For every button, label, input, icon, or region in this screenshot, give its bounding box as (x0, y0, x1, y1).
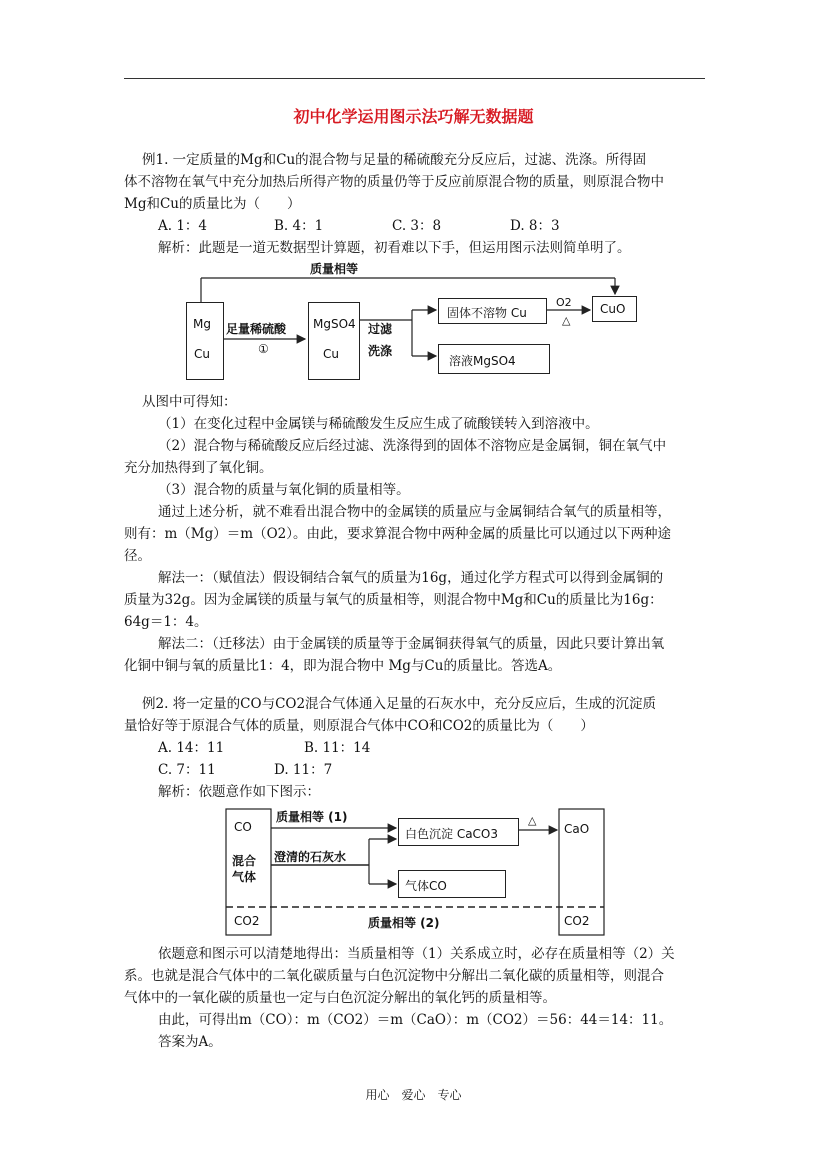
body-3: （2）混合物与稀硫酸反应后经过滤、洗涤得到的固体不溶物应是金属铜，铜在氧气中 (158, 438, 667, 454)
ex1-line-1: 例1. 一定质量的Mg和Cu的混合物与足量的稀硫酸充分反应后，过滤、洗涤。所得固 (142, 152, 647, 168)
body-8: 径。 (124, 548, 151, 564)
co2-right-label: CO2 (564, 914, 590, 928)
body-6: 通过上述分析，就不难看出混合物中的金属镁的质量应与金属铜结合氧气的质量相等， (158, 504, 671, 520)
body-5: （3）混合物的质量与氧化铜的质量相等。 (158, 482, 410, 498)
mg-label: Mg (193, 317, 211, 331)
heat-delta: △ (562, 314, 571, 327)
ex1-line-2: 体不溶物在氧气中充分加热后所得产物的质量仍等于反应前原混合物的质量，则原混合物中 (124, 174, 664, 190)
page-footer: 用心 爱心 专心 (365, 1088, 462, 1102)
o2-label: O2 (556, 296, 572, 309)
mixed-label: 混合 (232, 854, 257, 868)
co2-left-label: CO2 (234, 914, 260, 928)
body-2: （1）在变化过程中金属镁与稀硫酸发生反应生成了硫酸镁转入到溶液中。 (158, 416, 599, 432)
gas-label: 气体 (232, 870, 257, 884)
page-title: 初中化学运用图示法巧解无数据题 (293, 107, 534, 126)
equal-mass-label: 质量相等 (310, 262, 359, 276)
ex2-line-1: 例2. 将一定量的CO与CO2混合气体通入足量的石灰水中，充分反应后，生成的沉淀质 (142, 696, 657, 712)
diagram-2 (224, 804, 609, 938)
header-rule (124, 78, 705, 79)
body-13: 化铜中铜与氧的质量比1：4，即为混合物中 Mg与Cu的质量比。答选A。 (124, 658, 562, 674)
body-12: 解法二：（迁移法）由于金属镁的质量等于金属铜获得氧气的质量，因此只要计算出氧 (158, 636, 665, 652)
solution-box: 溶液MgSO4 (438, 344, 550, 374)
ex2-analysis: 解析：依题意作如下图示： (158, 784, 320, 800)
body-7: 则有：m（Mg）＝m（O2）。由此，要求算混合物中两种金属的质量比可以通过以下两种途 (124, 526, 671, 542)
ex1-option-a: A. 1：4 (158, 218, 208, 234)
ex2-body-1: 依题意和图示可以清楚地得出：当质量相等（1）关系成立时，必存在质量相等（2）关 (158, 946, 675, 962)
limewater-label: 澄清的石灰水 (274, 850, 347, 864)
gas-co-box: 气体CO (398, 870, 506, 898)
mg-cu-box (186, 302, 224, 380)
co-label: CO (234, 820, 252, 834)
insoluble-solid-box: 固体不溶物 Cu (438, 298, 547, 324)
ex1-option-b: B. 4：1 (274, 218, 324, 234)
ex2-body-4: 由此，可得出m（CO）：m（CO2）＝m（CaO）：m（CO2）＝56：44＝14：11。 (158, 1012, 673, 1028)
ex1-option-c: C. 3：8 (392, 218, 442, 234)
equal-mass-1-label: 质量相等 (1) (276, 810, 348, 824)
ex1-line-3: Mg和Cu的质量比为（ ） (124, 196, 301, 212)
body-4: 充分加热得到了氧化铜。 (124, 460, 273, 476)
white-precipitate-box: 白色沉淀 CaCO3 (398, 818, 519, 846)
ex2-option-d: D. 11：7 (274, 762, 333, 778)
heat-delta-2: △ (528, 814, 537, 827)
body-1: 从图中可得知： (142, 394, 237, 410)
ex2-body-3: 气体中的一氧化碳的质量也一定与白色沉淀分解出的氧化钙的质量相等。 (124, 990, 556, 1006)
ex2-body-5: 答案为A。 (158, 1034, 222, 1050)
filter-label: 过滤 (368, 322, 393, 336)
ex2-body-2: 系。也就是混合气体中的二氧化碳质量与白色沉淀物中分解出二氧化碳的质量相等，则混合 (124, 968, 664, 984)
body-11: 64g＝1：4。 (124, 614, 208, 630)
wash-label: 洗涤 (368, 344, 393, 358)
step-one-mark: ① (258, 342, 269, 356)
ex2-option-a: A. 14：11 (158, 740, 225, 756)
dilute-acid-label: 足量稀硫酸 (226, 322, 287, 336)
cu-label: Cu (194, 347, 210, 361)
ex2-option-c: C. 7：11 (158, 762, 216, 778)
diagram-1 (180, 258, 640, 383)
cao-label: CaO (564, 822, 590, 836)
cuo-box: CuO (592, 296, 637, 322)
equal-mass-2-label: 质量相等 (2) (368, 916, 440, 930)
body-10: 质量为32g。因为金属镁的质量与氧气的质量相等，则混合物中Mg和Cu的质量比为16g： (124, 592, 663, 608)
cu-label-2: Cu (323, 347, 339, 361)
ex2-option-b: B. 11：14 (304, 740, 371, 756)
ex1-option-d: D. 8：3 (510, 218, 560, 234)
ex2-line-2: 量恰好等于原混合气体的质量，则原混合气体中CO和CO2的质量比为（ ） (124, 718, 594, 734)
mgso4-cu-box (308, 302, 360, 380)
mgso4-label: MgSO4 (313, 317, 356, 331)
body-9: 解法一：（赋值法）假设铜结合氧气的质量为16g，通过化学方程式可以得到金属铜的 (158, 570, 664, 586)
ex1-analysis: 解析：此题是一道无数据型计算题，初看难以下手，但运用图示法则简单明了。 (158, 240, 631, 256)
